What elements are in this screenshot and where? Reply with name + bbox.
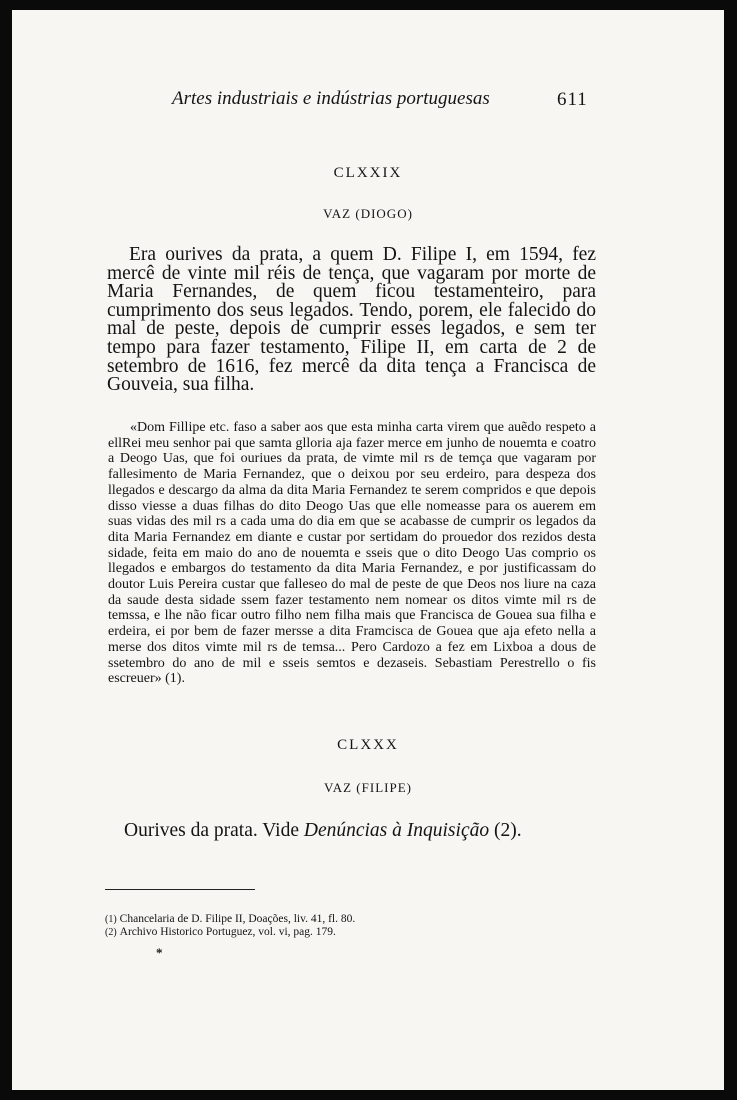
section-name-vaz-filipe: VAZ (FILIPE) — [324, 780, 412, 795]
quote-text: «Dom Fillipe etc. faso a saber aos que esta minha carta virem que auẽdo respeto a ellRei meu senhor pai que samta glloria aja fazer merce em junho de nouemta e coatro a Deogo Uas, que foi ouriues da prata, de vimte mil rs de temça que vagaram por fallesimento de Maria Fernandez, que o deixou por seu erdeiro, para despeza dos llegados e descargo da alma da dita Maria Fernandez te serem compridos e que depois disso viesse a duas filhas do dito Deogo Uas que elle nomeasse para os auerem em suas vidas des mil rs a cada uma do dia em que se acabasse de cumprir os legados da dita Maria Fernandez em diante e custar por sertidam do prouedor dos rezidos desta sidade, feita em maio do ano de nouemta e sseis que o dito Deogo Uas comprio os llegados e embargos do testamento da dita Maria Fernandez, e por justificassam do doutor Luis Pereira custar que falleseo do mal de peste de que Deos nos liure na caza da saude desta sidade ssem fazer testamento nem nomear os ditos vimte mil rs de temssa, e lhe não ficar outro filho nem filha mais que Francisca de Gouea sua filha e erdeira, ei por bem de fazer mersse a dita Framcisca de Gouea que aja efeto nella a merse dos ditos vimte mil rs de temsa... Pero Cardozo a fez em Lixboa a dous de ssetembro do ano de mil e sseis semtos e dezaseis. Sebastiam Perestrello o fis escreuer» (1). — [108, 420, 596, 687]
footnotes — [105, 913, 505, 939]
section-name-vaz-diogo: VAZ (DIOGO) — [323, 206, 413, 221]
section-number-clxxix: CLXXIX — [333, 165, 403, 181]
vide-paragraph: Ourives da prata. Vide Denúncias à Inquisição (2). — [124, 820, 522, 841]
reference-title: Denúncias à Inquisição — [303, 820, 490, 841]
footnote-rule — [105, 889, 255, 890]
biography-paragraph — [107, 246, 596, 395]
footnote-2: (2) Archivo Historico Portuguez, vol. vi, pag. 179. — [105, 926, 336, 938]
biography-text: Era ourives da prata, a quem D. Filipe I, em 1594, fez mercê de vinte mil réis de tença, que vagaram por morte de Maria Fernandes, de quem ficou testamenteiro, para cumprimento dos seus legados. Tendo, porem, ele falecido do mal de peste, depois de cumprir esses legados, e sem ter tempo para fazer testamento, Filipe II, em carta de 2 de setembro de 1616, fez mercê da dita tença a Francisca de Gouveia, sua filha. — [107, 244, 596, 396]
signature-mark: * — [156, 945, 163, 960]
page-number: 611 — [557, 89, 588, 110]
quoted-document — [108, 420, 596, 687]
running-header: Artes industriais e indústrias portuguesas — [172, 88, 490, 109]
section-number-clxxx: CLXXX — [337, 737, 399, 753]
footnote-1: (1) Chancelaria de D. Filipe II, Doações, liv. 41, fl. 80. — [105, 913, 356, 925]
document-page — [12, 10, 724, 1090]
